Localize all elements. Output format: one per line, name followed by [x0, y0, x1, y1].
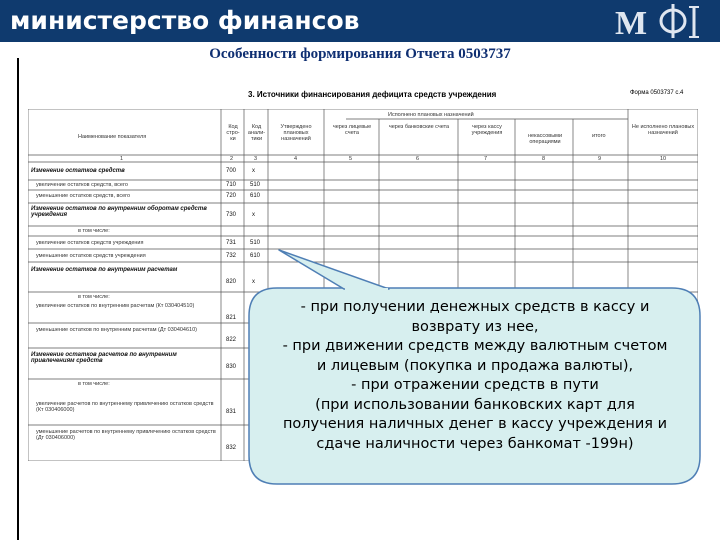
col-header-approved: Утверждено плановых назначений	[280, 124, 312, 142]
col-num: 4	[294, 156, 298, 162]
col-header-analytic: Код анали- тики	[247, 124, 266, 142]
callout-line: и лицевым (покупка и продажа валюты),	[316, 357, 634, 374]
row-analytic: 610	[250, 193, 261, 199]
row-analytic: 510	[250, 240, 261, 246]
row-name: в том числе:	[78, 228, 110, 234]
callout-line: получения наличных денег в кассу учреждения и	[282, 416, 668, 432]
row-name: Изменение остатков расчетов по внутренним привлечениям средств	[31, 352, 177, 364]
left-margin-line	[17, 58, 19, 540]
row-code: 821	[226, 315, 237, 321]
row-name: Изменение остатков по внутренним оборотам средств учреждения	[31, 206, 207, 218]
col-num: 8	[542, 156, 546, 162]
col-header-executed: Исполнено плановых назначений	[388, 112, 474, 118]
row-name: Изменение остатков средств	[31, 168, 125, 174]
row-name: уменьшение остатков по внутренним расчетам (Дт 030404610)	[36, 327, 198, 333]
col-header-not-executed: Не исполнено плановых назначений	[631, 124, 695, 136]
col-num: 7	[484, 156, 488, 162]
col-num: 5	[349, 156, 353, 162]
row-name: увеличение остатков средств, всего	[36, 182, 128, 188]
row-analytic: 610	[250, 253, 261, 259]
col-header-total: итого	[592, 133, 606, 139]
row-name: уменьшение расчетов по внутреннему привлечению остатков средств (Дт 030406000)	[36, 429, 216, 441]
col-header-personal: через лицевые счета	[332, 124, 372, 136]
row-name: Изменение остатков по внутренним расчетам	[31, 267, 178, 273]
mf-logo-icon	[611, 1, 711, 41]
ministry-title: министерство финансов	[10, 6, 360, 35]
row-code: 720	[226, 193, 237, 199]
row-name: увеличение остатков по внутренним расчетам (Кт 030404510)	[36, 303, 195, 309]
col-header-noncash: некассовыми операциями	[527, 133, 563, 145]
row-name: в том числе:	[78, 294, 110, 300]
row-name: увеличение остатков средств учреждения	[36, 240, 144, 246]
row-code: 830	[226, 364, 237, 370]
col-header-cash: через кассу учреждения	[471, 124, 503, 136]
callout-line: (при использовании банковских карт для	[315, 396, 635, 413]
col-num: 1	[120, 156, 124, 162]
col-header-name: Наименование показателя	[78, 134, 147, 140]
row-code: 700	[226, 168, 237, 174]
slide-title: Особенности формирования Отчета 0503737	[209, 46, 511, 62]
col-num: 9	[598, 156, 602, 162]
row-code: 831	[226, 409, 237, 415]
col-num: 6	[416, 156, 420, 162]
callout-line: сдаче наличности через банкомат -199н)	[316, 435, 634, 452]
row-analytic: x	[252, 212, 255, 218]
col-header-bank: через банковские счета	[388, 124, 450, 130]
row-analytic: 510	[250, 182, 261, 188]
svg-text:М: М	[615, 5, 648, 41]
callout-text	[255, 298, 695, 454]
callout-line: возврату из нее,	[411, 318, 539, 335]
row-code: 732	[226, 253, 237, 259]
form-code: Форма 0503737 с.4	[630, 90, 684, 96]
callout-line: - при отражении средств в пути	[351, 377, 599, 393]
document-section-title: 3. Источники финансирования дефицита средств учреждения	[248, 90, 497, 99]
row-name: уменьшение остатков средств, всего	[36, 193, 131, 199]
row-code: 730	[226, 212, 237, 218]
row-name: в том числе:	[78, 381, 110, 387]
row-name: уменьшение остатков средств учреждения	[36, 253, 146, 259]
col-num: 2	[230, 156, 234, 162]
col-num: 10	[660, 156, 667, 162]
row-code: 820	[226, 279, 237, 285]
row-analytic: x	[252, 279, 255, 285]
ministry-logo	[611, 1, 711, 41]
callout-line: - при движении средств между валютным счетом	[282, 338, 668, 354]
row-code: 710	[226, 182, 237, 188]
callout-line: - при получении денежных средств в кассу и	[300, 299, 650, 315]
slide-header	[0, 0, 720, 42]
row-analytic: x	[252, 168, 255, 174]
col-header-code: Код стро- ки	[226, 124, 240, 142]
row-code: 822	[226, 337, 237, 343]
row-code: 731	[226, 240, 237, 246]
col-num: 3	[254, 156, 258, 162]
row-code: 832	[226, 445, 237, 451]
row-name: увеличение расчетов по внутреннему привлечению остатков средств (Кт 030406000)	[36, 401, 214, 413]
